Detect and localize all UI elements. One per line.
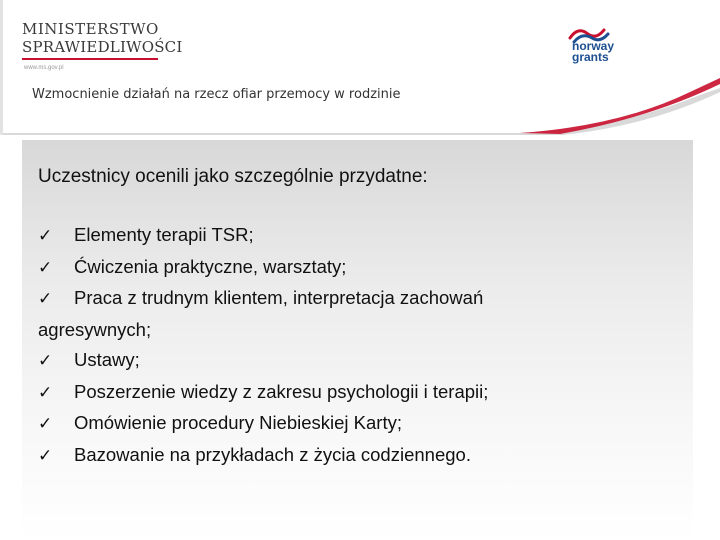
list-item <box>38 377 678 409</box>
checkmark-icon: ✓ <box>38 382 53 403</box>
list-item-text: Elementy terapii TSR; <box>74 224 254 245</box>
ministry-logo <box>22 16 182 76</box>
list-item <box>38 345 678 377</box>
list-item-text: Ustawy; <box>74 349 140 370</box>
ministry-url: www.ms.gov.pl <box>24 65 64 71</box>
list-item <box>38 408 678 440</box>
checkmark-icon: ✓ <box>38 257 53 278</box>
content-heading: Uczestnicy ocenili jako szczególnie przydatne: <box>38 166 428 187</box>
slide-header <box>0 0 720 135</box>
list-item <box>38 440 678 472</box>
list-item-text: Praca z trudnym klientem, interpretacja zachowań <box>74 287 484 308</box>
list-item <box>38 252 678 284</box>
ministry-name-line2: SPRAWIEDLIWOŚCI <box>22 38 183 56</box>
checkmark-icon: ✓ <box>38 414 53 434</box>
list-item <box>38 283 678 315</box>
list-item-text: Omówienie procedury Niebieskiej Karty; <box>74 412 402 433</box>
norway-grants-wordmark <box>572 41 632 63</box>
list-item-text: agresywnych; <box>38 318 152 340</box>
list-item-text: Poszerzenie wiedzy z zakresu psychologii i terapii; <box>74 380 489 402</box>
norway-grants-logo <box>560 24 630 72</box>
ministry-name-line1: MINISTERSTWO <box>22 20 159 38</box>
list-item-continuation <box>38 315 678 346</box>
checkmark-icon: ✓ <box>38 445 53 466</box>
norway-grants-line2: grants <box>572 50 609 64</box>
header-tagline: Wzmocnienie działań na rzecz ofiar przemocy w rodzinie <box>32 87 401 102</box>
benefits-list <box>38 220 678 471</box>
norway-grants-line1: norway <box>572 39 615 53</box>
checkmark-icon: ✓ <box>38 289 53 309</box>
ministry-logo-rule <box>22 58 158 60</box>
checkmark-icon: ✓ <box>38 226 53 246</box>
list-item-text: Ćwiczenia praktyczne, warsztaty; <box>74 255 347 277</box>
list-item-text: Bazowanie na przykładach z życia codziennego. <box>74 443 471 465</box>
checkmark-icon: ✓ <box>38 351 53 371</box>
list-item <box>38 220 678 252</box>
